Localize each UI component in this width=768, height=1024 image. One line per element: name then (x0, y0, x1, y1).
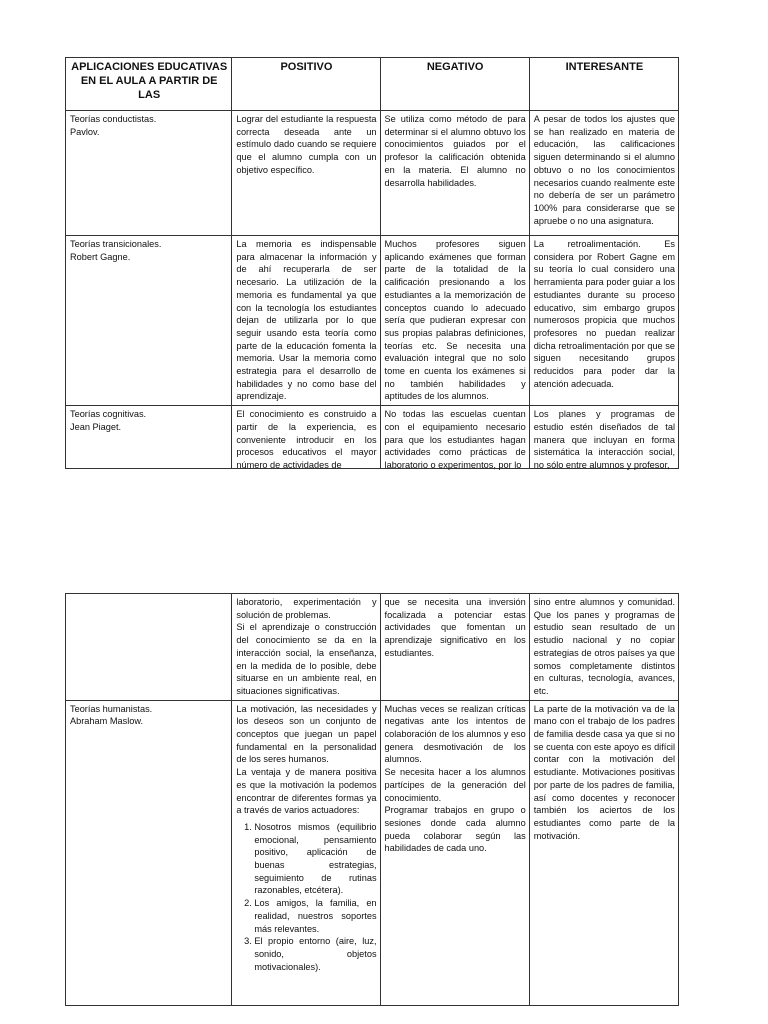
positivo-cell: Lograr del estudiante la respuesta correcta deseada ante un estímulo dado cuando se requiere que el alumno cumpla con un objetivo específico. (232, 111, 380, 236)
negativo-cell: que se necesita una inversión focalizada a potenciar estas actividades que fomentan un aprendizaje significativo en los estudiantes. (380, 594, 529, 701)
actuadores-list (236, 821, 376, 973)
table-row (66, 111, 679, 236)
interesante-text: Los planes y programas de estudio estén diseñados de tal manera que incluyan en forma sistemática la interacción social, no sólo entre alumnos y profesor, (533, 409, 675, 470)
header-negativo: NEGATIVO (380, 58, 529, 111)
negativo-cell: Muchas veces se realizan críticas negativas ante los intentos de colaboración de los alumnos y eso genera desmotivación de los alumnos. Se necesita hacer a los alumnos partícipes de la generación del conocimiento. Programar trabajos en grupo o sesiones donde cada alumno pueda colaborar según las habilidades de cada uno. (380, 700, 529, 1005)
positivo-cell: La memoria es indispensable para almacenar la información y de ahí recuperarla de ser necesario. La utilización de la memoria es fundamental ya que con la tecnología los estudiantes dejan de utilizarla por lo que seguir usando esta teoría como parte de la educación fomenta la memoria. Usar la memoria como estrategia para el desarrollo de habilidades y no como base del aprendizaje. (232, 236, 380, 406)
theory-cell: Teorías transicionales. Robert Gagne. (66, 236, 232, 406)
positivo-text: El conocimiento es construido a partir de la experiencia, es conveniente introducir en los procesos educativos el mayor número de actividades de (236, 409, 377, 470)
positivo-cell (232, 406, 380, 469)
positivo-cell (232, 700, 380, 1005)
list-item: 1. Nosotros mismos (equilibrio emocional, pensamiento positivo, aplicación de buenas estrategias, seguimiento de rutinas razonables, etcétera). (254, 821, 376, 897)
header-aplicaciones (66, 58, 232, 111)
comparison-table-top (65, 57, 679, 469)
positivo-cell: laboratorio, experimentación y solución de problemas. Si el aprendizaje o construcción del conocimiento se da en la interacción social, la enseñanza, en la medida de lo posible, debe situarse en un ambiente real, en situaciones significativas. (232, 594, 380, 701)
header-aplicaciones-text: APLICACIONES EDUCATIVAS EN EL AULA A PARTIR DE LAS (71, 61, 228, 101)
interesante-cell (529, 406, 678, 469)
table-row (66, 236, 679, 406)
interesante-cell: La retroalimentación. Es considera por Robert Gagne em su teoría lo cual considero una herramienta para poder guiar a los estudiantes durante su proceso educativo, sim embargo grupos numerosos propicia que muchos profesores no puedan realizar dicha retroalimentación por que se siguen necesitando grupos reducidos para poder dar la atención adecuada. (529, 236, 678, 406)
interesante-cell: sino entre alumnos y comunidad. Que los panes y programas de estudio sean resultado de un estudio nacional y no copiar estrategias de otros países ya que somos completamente distintos en culturas, tecnología, avances, etc. (529, 594, 678, 701)
table-header-row (66, 58, 679, 111)
table-row (66, 406, 679, 469)
list-item: 2. Los amigos, la familia, en realidad, nuestros soportes más relevantes. (254, 897, 376, 935)
table-row (66, 700, 679, 1005)
list-item: 3. El propio entorno (aire, luz, sonido, objetos motivacionales). (254, 935, 376, 973)
theory-cell: Teorías cognitivas. Jean Piaget. (66, 406, 232, 469)
header-interesante: INTERESANTE (529, 58, 678, 111)
interesante-cell: La parte de la motivación va de la mano con el trabajo de los padres de familia desde casa ya que si no se cuenta con este apoyo es difícil contar con la motivación del estudiante. Motivaciones positivas por parte de los padres de familia, así como docentes y reconocer también los aciertos de los estudiantes como parte de la motivación. (529, 700, 678, 1005)
table-row-continued (66, 594, 679, 701)
negativo-cell: Se utiliza como método de para determinar si el alumno obtuvo los conocimientos guiados por el profesor la calificación obtenida en la materia. El alumno no desarrolla habilidades. (380, 111, 529, 236)
negativo-text: No todas las escuelas cuentan con el equipamiento necesario para que los estudiantes hagan actividades como prácticas de laboratorio o experimentos, por lo (384, 409, 526, 470)
negativo-cell (380, 406, 529, 469)
theory-cell (66, 594, 232, 701)
header-positivo: POSITIVO (232, 58, 380, 111)
positivo-intro: La motivación, las necesidades y los deseos son un conjunto de conceptos que juegan un papel fundamental en la personalidad de los seres humanos. La ventaja y de manera positiva es que la motivación la podemos encontrar de diferentes formas ya a través de varios actuadores: (236, 703, 377, 816)
theory-cell: Teorías conductistas. Pavlov. (66, 111, 232, 236)
theory-cell: Teorías humanistas. Abraham Maslow. (66, 700, 232, 1005)
comparison-table-continued (65, 593, 679, 1006)
interesante-cell: A pesar de todos los ajustes que se han realizado en materia de educación, las calificaciones siguen determinando si el alumno obtuvo o no los conocimientos necesarios cuando realmente este no debería de ser un parámetro 100% para considerarse que se apruebe o no una asignatura. (529, 111, 678, 236)
negativo-cell: Muchos profesores siguen aplicando exámenes que forman parte de la totalidad de la calificación presionando a los estudiantes a la memorización de conceptos cuando lo adecuado sería que pudieran expresar con sus propias palabras definiciones, teorías etc. Se necesita una evaluación integral que no solo tome en cuenta los exámenes si no también habilidades y aptitudes de los alumnos. (380, 236, 529, 406)
